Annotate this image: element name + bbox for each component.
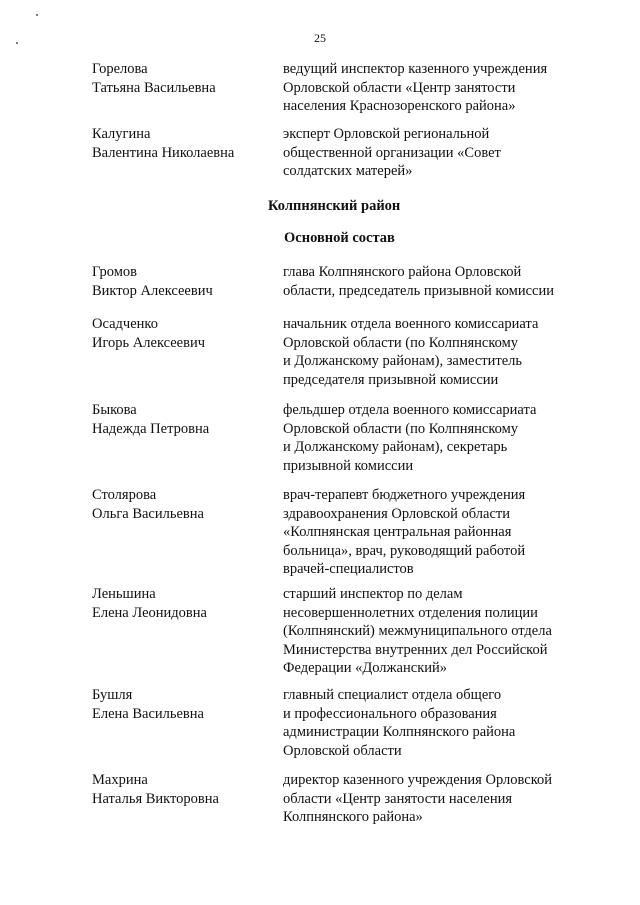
member-given-name: Елена Васильевна xyxy=(92,706,204,722)
member-role xyxy=(283,125,623,181)
member-name xyxy=(92,60,272,98)
role-line: начальник отдела военного комиссариата xyxy=(283,316,539,332)
member-name xyxy=(92,401,272,439)
role-line: несовершеннолетних отделения полиции xyxy=(283,604,538,621)
member-role xyxy=(283,771,623,827)
role-line: и Должанскому районам), секретарь xyxy=(283,439,508,455)
member-name xyxy=(92,263,272,301)
role-line: (Колпнянский) межмуниципального отдела xyxy=(283,623,552,639)
member-role xyxy=(283,60,623,116)
role-line: солдатских матерей» xyxy=(283,163,413,179)
member-given-name: Игорь Алексеевич xyxy=(92,335,206,351)
role-line: врач-терапевт бюджетного учреждения xyxy=(283,487,526,503)
role-line: Министерства внутренних дел Российской xyxy=(283,641,548,658)
member-surname: Калугина xyxy=(92,126,151,142)
member-given-name: Надежда Петровна xyxy=(92,421,210,437)
role-line: Орловской области «Центр занятости xyxy=(283,79,516,96)
page-number: 25 xyxy=(314,31,326,45)
role-line: и профессионального образования xyxy=(283,705,497,722)
role-line: главный специалист отдела общего xyxy=(283,687,502,703)
role-line: здравоохранения Орловской области xyxy=(283,505,510,522)
role-line: ведущий инспектор казенного учреждения xyxy=(283,61,548,77)
district-heading: Колпнянский район xyxy=(268,198,401,214)
member-name xyxy=(92,486,272,524)
role-line: населения Краснозоренского района» xyxy=(283,98,516,114)
member-role xyxy=(283,585,623,678)
role-line: Колпнянского района» xyxy=(283,809,423,825)
role-line: области «Центр занятости населения xyxy=(283,790,513,807)
member-given-name: Елена Леонидовна xyxy=(92,605,207,621)
member-surname: Махрина xyxy=(92,772,148,788)
member-given-name: Ольга Васильевна xyxy=(92,506,204,522)
member-surname: Столярова xyxy=(92,487,157,503)
role-line: администрации Колпнянского района xyxy=(283,724,516,740)
role-line: директор казенного учреждения Орловской xyxy=(283,772,553,788)
member-given-name: Виктор Алексеевич xyxy=(92,283,213,299)
role-line: председателя призывной комиссии xyxy=(283,371,499,388)
member-role xyxy=(283,486,623,579)
member-name xyxy=(92,315,272,353)
role-line: эксперт Орловской региональной xyxy=(283,126,490,142)
role-line: области, председатель призывной комиссии xyxy=(283,282,554,299)
composition-heading: Основной состав xyxy=(284,230,395,246)
member-name xyxy=(92,771,272,809)
member-surname: Горелова xyxy=(92,61,148,77)
scan-speck xyxy=(36,14,38,16)
role-line: общественной организации «Совет xyxy=(283,144,501,161)
role-line: больница», врач, руководящий работой xyxy=(283,542,526,559)
role-line: глава Колпнянского района Орловской xyxy=(283,264,522,280)
member-surname: Леньшина xyxy=(92,586,156,602)
role-line: Орловской области (по Колпнянскому xyxy=(283,334,519,351)
role-line: Орловской области (по Колпнянскому xyxy=(283,420,519,437)
role-line: фельдшер отдела военного комиссариата xyxy=(283,402,537,418)
role-line: «Колпнянская центральная районная xyxy=(283,524,512,540)
member-name xyxy=(92,686,272,724)
member-surname: Громов xyxy=(92,264,137,280)
role-line: призывной комиссии xyxy=(283,457,414,474)
role-line: Федерации «Должанский» xyxy=(283,660,448,676)
member-role xyxy=(283,401,623,475)
member-name xyxy=(92,585,272,623)
member-given-name: Наталья Викторовна xyxy=(92,791,219,807)
member-surname: Быкова xyxy=(92,402,137,418)
member-role xyxy=(283,315,623,389)
member-given-name: Валентина Николаевна xyxy=(92,145,235,161)
member-role xyxy=(283,686,623,760)
role-line: врачей-специалистов xyxy=(283,561,414,577)
member-surname: Осадченко xyxy=(92,316,158,332)
member-surname: Бушля xyxy=(92,687,133,703)
role-line: Орловской области xyxy=(283,742,402,759)
role-line: и Должанскому районам), заместитель xyxy=(283,353,522,369)
member-name xyxy=(92,125,272,163)
member-role xyxy=(283,263,623,300)
member-given-name: Татьяна Васильевна xyxy=(92,80,216,96)
role-line: старший инспектор по делам xyxy=(283,586,463,602)
